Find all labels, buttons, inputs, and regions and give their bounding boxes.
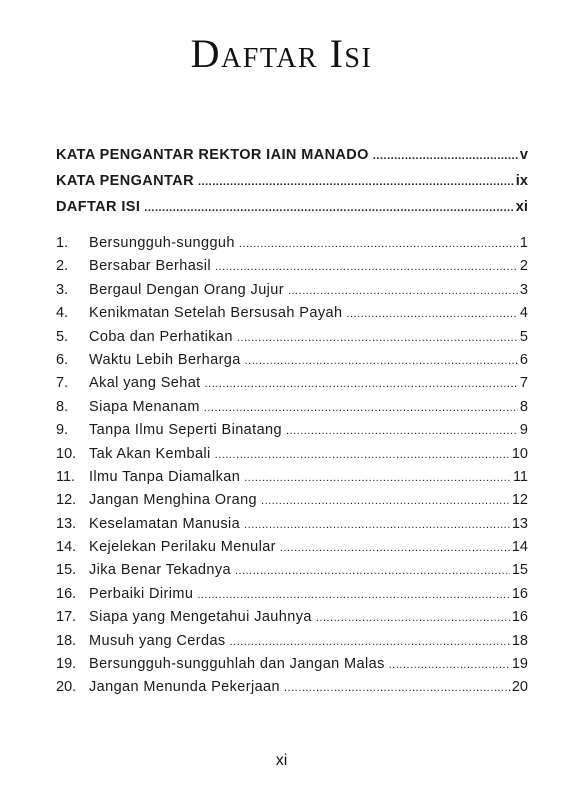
toc-entry-page: 1 [519, 235, 528, 251]
toc-entry-label: Bersabar Berhasil [89, 258, 212, 275]
toc-entry-label: DAFTAR ISI [56, 199, 141, 215]
toc-entry-page: 19 [511, 656, 528, 673]
toc-entry-page: xi [515, 199, 528, 215]
toc-entry-label: Musuh yang Cerdas [89, 632, 226, 649]
toc-entry[interactable] [56, 372, 528, 395]
toc-entry[interactable] [56, 583, 528, 606]
toc-entry[interactable] [56, 349, 528, 372]
toc-entry-number: 18. [56, 632, 77, 649]
toc-entry-page: 4 [519, 305, 528, 322]
page-number: xi [275, 752, 288, 769]
dot-leader [261, 490, 510, 513]
toc-entry[interactable] [56, 513, 528, 536]
toc-entry[interactable] [56, 326, 528, 349]
toc-entry[interactable] [56, 168, 528, 194]
toc-entry-number: 3. [56, 281, 69, 298]
toc-entry[interactable] [56, 630, 528, 653]
dot-leader [373, 143, 518, 169]
toc-entry[interactable] [56, 232, 528, 255]
dot-leader [288, 280, 518, 303]
toc-entry-label: KATA PENGANTAR REKTOR IAIN MANADO [56, 147, 369, 163]
toc-entry[interactable] [56, 255, 528, 278]
toc-entry[interactable] [56, 489, 528, 512]
dot-leader [245, 350, 518, 373]
toc-entry-number: 7. [56, 375, 69, 392]
toc-entry-label: Tanpa Ilmu Seperti Binatang [89, 422, 282, 439]
toc-entry-label: Kejelekan Perilaku Menular [89, 539, 276, 556]
toc-entry-page: 11 [512, 468, 528, 485]
toc-entry-number: 9. [56, 422, 69, 439]
dot-leader [205, 373, 518, 396]
toc-entry[interactable] [56, 419, 528, 442]
toc-entry-page: 9 [519, 422, 528, 439]
toc-entry-label: Ilmu Tanpa Diamalkan [89, 468, 241, 485]
toc-entry-page: 18 [511, 632, 528, 649]
toc-entry-number: 2. [56, 258, 69, 275]
dot-leader [198, 169, 514, 195]
dot-leader [316, 607, 510, 630]
toc-entry-label: Waktu Lebih Berharga [89, 351, 241, 368]
toc-entry-number: 19. [56, 656, 77, 673]
toc-entry-number: 11. [56, 468, 76, 485]
dot-leader [144, 195, 513, 221]
toc-entry-page: 7 [519, 375, 528, 392]
toc-entry[interactable] [56, 396, 528, 419]
toc-entry-label: Bersungguh-sungguh [89, 235, 235, 251]
toc-entry-label: Jangan Menghina Orang [89, 492, 258, 509]
toc-entry-page: 20 [511, 679, 528, 696]
toc-entry-page: 10 [511, 445, 528, 462]
toc-entry-page: v [519, 147, 528, 163]
toc-entry[interactable] [56, 443, 528, 466]
toc-entry-page: 15 [511, 562, 528, 579]
toc-entry-page: ix [515, 173, 528, 189]
toc-entry[interactable] [56, 142, 528, 168]
toc-entry-number: 17. [56, 609, 77, 626]
toc-entry[interactable] [56, 194, 528, 220]
toc-entry-number: 13. [56, 515, 77, 532]
toc-entry-number: 16. [56, 585, 77, 602]
toc-entry[interactable] [56, 653, 528, 676]
toc-entry-label: Perbaiki Dirimu [89, 585, 194, 602]
toc-entry-number: 4. [56, 305, 69, 322]
toc-entry-number: 14. [56, 539, 77, 556]
toc-entry-page: 2 [519, 258, 528, 275]
toc-entry-page: 12 [511, 492, 528, 509]
toc-entry-page: 8 [519, 398, 528, 415]
toc-entry-page: 6 [519, 351, 528, 368]
dot-leader [346, 303, 518, 326]
toc-entry-label: Akal yang Sehat [89, 375, 201, 392]
dot-leader [284, 677, 510, 700]
dot-leader [244, 514, 510, 537]
dot-leader [215, 444, 510, 467]
toc-entry[interactable] [56, 466, 528, 489]
toc-entry-page: 13 [511, 515, 528, 532]
toc-entry-number: 10. [56, 445, 77, 462]
toc-entry-label: Coba dan Perhatikan [89, 328, 233, 345]
toc-entry[interactable] [56, 606, 528, 629]
toc-entry-page: 14 [511, 539, 528, 556]
toc-entry[interactable] [56, 536, 528, 559]
toc-entry-page: 16 [511, 585, 528, 602]
toc-entry-page: 16 [511, 609, 528, 626]
toc-entry-number: 15. [56, 562, 77, 579]
dot-leader [244, 467, 511, 490]
toc-entry-number: 6. [56, 351, 69, 368]
dot-leader [237, 327, 518, 350]
chapter-list [56, 232, 528, 700]
toc-entry-number: 20. [56, 679, 77, 696]
toc-entry-number: 1. [56, 235, 69, 251]
toc-entry-label: Keselamatan Manusia [89, 515, 241, 532]
dot-leader [215, 256, 518, 279]
dot-leader [286, 420, 518, 443]
toc-entry[interactable] [56, 279, 528, 302]
dot-leader [280, 537, 510, 560]
toc-entry[interactable] [56, 302, 528, 325]
toc-entry-number: 12. [56, 492, 77, 509]
dot-leader [230, 631, 510, 654]
toc-entry-label: Jangan Menunda Pekerjaan [89, 679, 280, 696]
toc-entry[interactable] [56, 676, 528, 699]
toc-entry-label: Jika Benar Tekadnya [89, 562, 231, 579]
dot-leader [235, 560, 510, 583]
dot-leader [204, 397, 518, 420]
toc-entry-label: Siapa Menanam [89, 398, 200, 415]
dot-leader [239, 233, 518, 256]
toc-entry-number: 8. [56, 398, 69, 415]
toc-entry-label: Bergaul Dengan Orang Jujur [89, 281, 284, 298]
toc-entry-label: Kenikmatan Setelah Bersusah Payah [89, 305, 343, 322]
toc-entry-page: 3 [519, 281, 528, 298]
dot-leader [197, 584, 510, 607]
toc-entry-label: Siapa yang Mengetahui Jauhnya [89, 609, 312, 626]
toc-entry[interactable] [56, 559, 528, 582]
page-title: Daftar Isi [190, 31, 373, 76]
toc-entry-label: Bersungguh-sungguhlah dan Jangan Malas [89, 656, 385, 673]
toc-entry-label: KATA PENGANTAR [56, 173, 194, 189]
dot-leader [389, 654, 510, 677]
toc-entry-number: 5. [56, 328, 69, 345]
toc-entry-label: Tak Akan Kembali [89, 445, 211, 462]
front-matter-list [56, 142, 528, 220]
toc-entry-page: 5 [519, 328, 528, 345]
